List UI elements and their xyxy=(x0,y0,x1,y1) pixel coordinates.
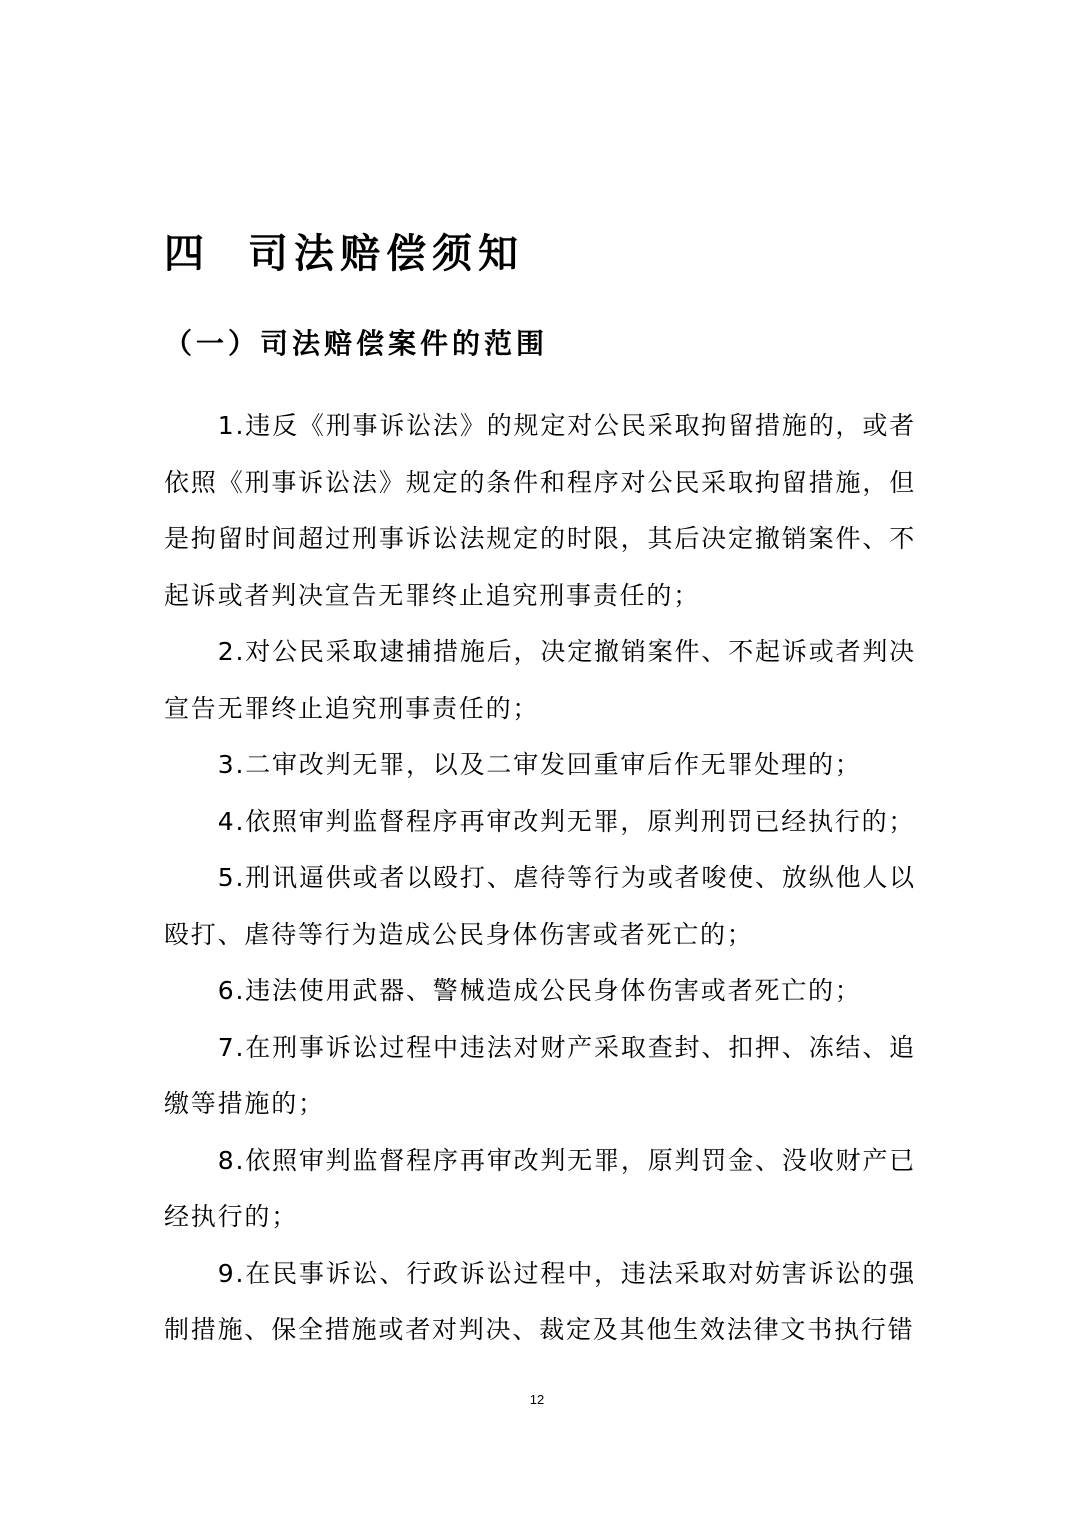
paragraph-item-1: 1.违反《刑事诉讼法》的规定对公民采取拘留措施的，或者依照《刑事诉讼法》规定的条件和程序对公民采取拘留措施，但是拘留时间超过刑事诉讼法规定的时限，其后决定撤销案件、不起诉或者判决宣告无罪终止追究刑事责任的； xyxy=(164,411,916,610)
paragraph-item-6: 6.违法使用武器、警械造成公民身体伤害或者死亡的； xyxy=(217,976,862,1005)
paragraph-item-4: 4.依照审判监督程序再审改判无罪，原判刑罚已经执行的； xyxy=(217,806,916,836)
paragraph-item-9: 9.在民事诉讼、行政诉讼过程中，违法采取对妨害诉讼的强制措施、保全措施或者对判决、裁定及其他生效法律文书执行错 xyxy=(164,1258,916,1344)
paragraph-item-2: 2.对公民采取逮捕措施后，决定撤销案件、不起诉或者判决宣告无罪终止追究刑事责任的； xyxy=(164,637,916,723)
paragraph-item-3: 3.二审改判无罪，以及二审发回重审后作无罪处理的； xyxy=(217,750,862,779)
section-body xyxy=(164,398,916,1359)
page-number: 12 xyxy=(529,1392,545,1407)
chapter-title xyxy=(164,226,524,282)
chapter-title-text: 司法赔偿须知 xyxy=(248,231,524,277)
paragraph-item-5: 5.刑讯逼供或者以殴打、虐待等行为或者唆使、放纵他人以殴打、虐待等行为造成公民身体伤害或者死亡的； xyxy=(164,863,916,949)
paragraph-item-7: 7.在刑事诉讼过程中违法对财产采取查封、扣押、冻结、追缴等措施的； xyxy=(164,1032,916,1118)
section-title: （一）司法赔偿案件的范围 xyxy=(164,327,549,360)
paragraph-item-8: 8.依照审判监督程序再审改判无罪，原判罚金、没收财产已经执行的； xyxy=(164,1145,916,1231)
chapter-number: 四 xyxy=(164,231,210,277)
